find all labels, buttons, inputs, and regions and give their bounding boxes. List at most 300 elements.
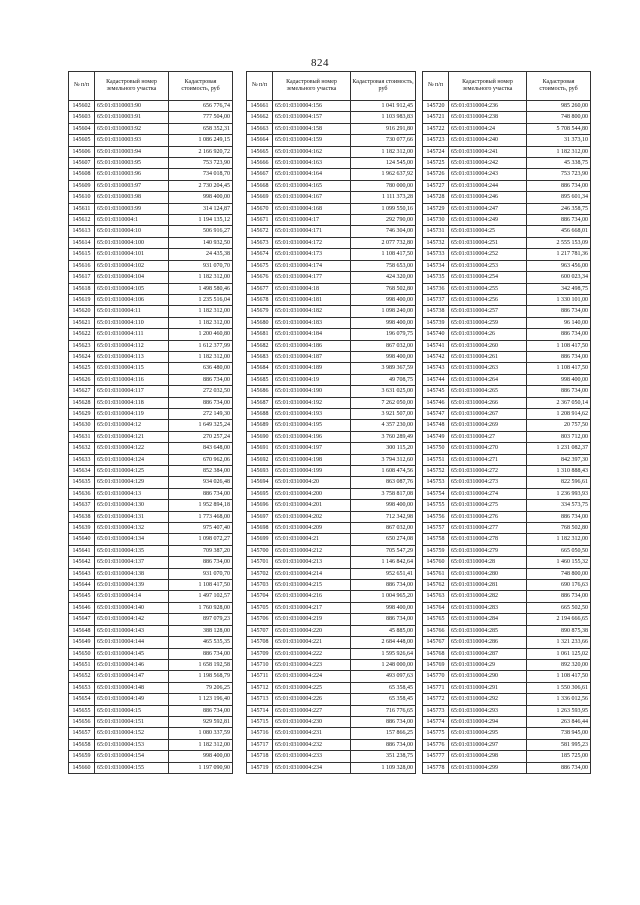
row-number: 145740 — [423, 329, 449, 340]
cadastral-value: 658 352,31 — [169, 123, 233, 134]
cadastral-value: 963 456,00 — [527, 260, 591, 271]
table-row — [69, 215, 233, 226]
cadastral-number: 65:01:0310004:270 — [449, 443, 527, 454]
cadastral-value: 886 734,00 — [351, 614, 416, 625]
table-row — [247, 602, 416, 613]
cadastral-number: 65:01:0310004:198 — [273, 454, 351, 465]
table-row — [423, 602, 591, 613]
cadastral-number: 65:01:0310004:226 — [273, 694, 351, 705]
cadastral-value: 1 108 417,50 — [527, 340, 591, 351]
cadastral-number: 65:01:0310004:298 — [449, 751, 527, 762]
cadastral-value: 1 498 580,46 — [169, 283, 233, 294]
table-row — [423, 351, 591, 362]
cadastral-value: 1 182 312,00 — [527, 534, 591, 545]
row-number: 145719 — [247, 762, 273, 773]
table-row — [247, 488, 416, 499]
cadastral-value: 1 760 928,00 — [169, 602, 233, 613]
cadastral-number: 65:01:0310004:129 — [95, 477, 169, 488]
row-number: 145754 — [423, 488, 449, 499]
row-number: 145733 — [423, 249, 449, 260]
table-row — [247, 408, 416, 419]
table-row — [423, 694, 591, 705]
table-row — [69, 659, 233, 670]
row-number: 145760 — [423, 557, 449, 568]
cadastral-number: 65:01:0310004:286 — [449, 637, 527, 648]
row-number: 145722 — [423, 123, 449, 134]
cadastral-number: 65:01:0310004:238 — [449, 112, 527, 123]
row-number: 145698 — [247, 523, 273, 534]
cadastral-value: 3 989 367,59 — [351, 363, 416, 374]
header-num: № п/п — [69, 72, 95, 101]
cadastral-value: 734 018,70 — [169, 169, 233, 180]
cadastral-number: 65:01:0310004:18 — [273, 283, 351, 294]
table-row — [423, 716, 591, 727]
table-row — [247, 534, 416, 545]
cadastral-value: 886 734,00 — [351, 580, 416, 591]
row-number: 145629 — [69, 408, 95, 419]
table-row — [247, 351, 416, 362]
row-number: 145712 — [247, 682, 273, 693]
row-number: 145701 — [247, 557, 273, 568]
table-row — [69, 283, 233, 294]
table-row — [69, 728, 233, 739]
cadastral-value: 931 070,70 — [169, 260, 233, 271]
cadastral-value: 1 217 781,36 — [527, 249, 591, 260]
table-row — [247, 329, 416, 340]
cadastral-number: 65:01:0310004:219 — [273, 614, 351, 625]
cadastral-value: 334 573,75 — [527, 500, 591, 511]
cadastral-value: 1 658 192,58 — [169, 659, 233, 670]
row-number: 145731 — [423, 226, 449, 237]
row-number: 145744 — [423, 374, 449, 385]
cadastral-number: 65:01:0310004:271 — [449, 454, 527, 465]
cadastral-value: 1 111 373,28 — [351, 192, 416, 203]
cadastral-value: 1 194 135,12 — [169, 215, 233, 226]
row-number: 145602 — [69, 101, 95, 112]
cadastral-value: 2 684 448,00 — [351, 637, 416, 648]
row-number: 145618 — [69, 283, 95, 294]
row-number: 145775 — [423, 728, 449, 739]
table-row — [247, 557, 416, 568]
cadastral-number: 65:01:0310004:265 — [449, 386, 527, 397]
cadastral-value: 1 103 983,83 — [351, 112, 416, 123]
row-number: 145703 — [247, 580, 273, 591]
cadastral-value: 2 555 153,09 — [527, 237, 591, 248]
cadastral-number: 65:01:0310004:156 — [273, 101, 351, 112]
cadastral-number: 65:01:0310004:148 — [95, 682, 169, 693]
cadastral-value: 822 596,61 — [527, 477, 591, 488]
cadastral-value: 753 723,90 — [527, 169, 591, 180]
row-number: 145729 — [423, 203, 449, 214]
table-row — [423, 272, 591, 283]
row-number: 145657 — [69, 728, 95, 739]
cadastral-value: 388 128,00 — [169, 625, 233, 636]
row-number: 145745 — [423, 386, 449, 397]
row-number: 145668 — [247, 180, 273, 191]
cadastral-value: 1 336 012,56 — [527, 694, 591, 705]
row-number: 145770 — [423, 671, 449, 682]
row-number: 145653 — [69, 682, 95, 693]
row-number: 145655 — [69, 705, 95, 716]
cadastral-number: 65:01:0310004:214 — [273, 568, 351, 579]
cadastral-number: 65:01:0310003:98 — [95, 192, 169, 203]
row-number: 145769 — [423, 659, 449, 670]
row-number: 145643 — [69, 568, 95, 579]
cadastral-value: 636 480,00 — [169, 363, 233, 374]
cadastral-number: 65:01:0310004:259 — [449, 317, 527, 328]
row-number: 145688 — [247, 408, 273, 419]
cadastral-value: 342 498,75 — [527, 283, 591, 294]
table-row — [69, 762, 233, 773]
table-row — [247, 101, 416, 112]
table-row — [247, 739, 416, 750]
row-number: 145732 — [423, 237, 449, 248]
row-number: 145706 — [247, 614, 273, 625]
cadastral-number: 65:01:0310004:284 — [449, 614, 527, 625]
row-number: 145610 — [69, 192, 95, 203]
cadastral-number: 65:01:0310003:96 — [95, 169, 169, 180]
table-row — [423, 534, 591, 545]
row-number: 145746 — [423, 397, 449, 408]
table-row — [69, 602, 233, 613]
cadastral-value: 998 400,00 — [351, 500, 416, 511]
table-row — [423, 420, 591, 431]
cadastral-number: 65:01:0310004:142 — [95, 614, 169, 625]
cadastral-number: 65:01:0310004:165 — [273, 180, 351, 191]
cadastral-number: 65:01:0310004:154 — [95, 751, 169, 762]
cadastral-value: 65 358,45 — [351, 694, 416, 705]
table-row — [423, 557, 591, 568]
table-row — [69, 351, 233, 362]
row-number: 145656 — [69, 716, 95, 727]
cadastral-number: 65:01:0310004:146 — [95, 659, 169, 670]
cadastral-number: 65:01:0310004:110 — [95, 317, 169, 328]
cadastral-number: 65:01:0310004:112 — [95, 340, 169, 351]
cadastral-number: 65:01:0310004:1 — [95, 215, 169, 226]
table-row — [247, 694, 416, 705]
cadastral-number: 65:01:0310004:151 — [95, 716, 169, 727]
cadastral-number: 65:01:0310004:105 — [95, 283, 169, 294]
cadastral-value: 895 601,34 — [527, 192, 591, 203]
table-row — [423, 397, 591, 408]
cadastral-number: 65:01:0310004:231 — [273, 728, 351, 739]
cadastral-number: 65:01:0310004:253 — [449, 260, 527, 271]
row-number: 145672 — [247, 226, 273, 237]
cadastral-value: 886 734,00 — [169, 705, 233, 716]
row-number: 145649 — [69, 637, 95, 648]
table-row — [423, 568, 591, 579]
row-number: 145721 — [423, 112, 449, 123]
row-number: 145738 — [423, 306, 449, 317]
cadastral-number: 65:01:0310004:212 — [273, 545, 351, 556]
table-row — [69, 408, 233, 419]
cadastral-number: 65:01:0310004:279 — [449, 545, 527, 556]
cadastral-value: 1 098 072,27 — [169, 534, 233, 545]
cadastral-number: 65:01:0310004:220 — [273, 625, 351, 636]
row-number: 145753 — [423, 477, 449, 488]
table-row — [69, 488, 233, 499]
row-number: 145689 — [247, 420, 273, 431]
cadastral-number: 65:01:0310003:99 — [95, 203, 169, 214]
table-row — [247, 397, 416, 408]
table-row — [247, 568, 416, 579]
cadastral-value: 753 723,90 — [169, 158, 233, 169]
cadastral-number: 65:01:0310004:139 — [95, 580, 169, 591]
cadastral-number: 65:01:0310004:190 — [273, 386, 351, 397]
table-row — [423, 671, 591, 682]
cadastral-value: 1 108 417,50 — [527, 363, 591, 374]
row-number: 145671 — [247, 215, 273, 226]
cadastral-number: 65:01:0310004:260 — [449, 340, 527, 351]
cadastral-number: 65:01:0310004:14 — [95, 591, 169, 602]
cadastral-number: 65:01:0310004:293 — [449, 705, 527, 716]
row-number: 145628 — [69, 397, 95, 408]
table-row — [69, 272, 233, 283]
row-number: 145678 — [247, 294, 273, 305]
table-row — [423, 751, 591, 762]
cadastral-value: 1 235 516,04 — [169, 294, 233, 305]
cadastral-value: 31 373,10 — [527, 135, 591, 146]
row-number: 145690 — [247, 431, 273, 442]
cadastral-value: 867 032,00 — [351, 523, 416, 534]
table-row — [423, 340, 591, 351]
cadastral-value: 49 708,75 — [351, 374, 416, 385]
row-number: 145777 — [423, 751, 449, 762]
table-row — [69, 180, 233, 191]
cadastral-number: 65:01:0310004:134 — [95, 534, 169, 545]
cadastral-number: 65:01:0310004:121 — [95, 431, 169, 442]
cadastral-value: 1 123 196,40 — [169, 694, 233, 705]
row-number: 145611 — [69, 203, 95, 214]
cadastral-number: 65:01:0310004:275 — [449, 500, 527, 511]
row-number: 145708 — [247, 637, 273, 648]
row-number: 145624 — [69, 351, 95, 362]
row-number: 145700 — [247, 545, 273, 556]
row-number: 145711 — [247, 671, 273, 682]
cadastral-value: 998 400,00 — [169, 192, 233, 203]
table-row — [247, 637, 416, 648]
table-row — [423, 580, 591, 591]
table-row — [69, 203, 233, 214]
cadastral-value: 2 194 666,65 — [527, 614, 591, 625]
table-row — [423, 614, 591, 625]
row-number: 145737 — [423, 294, 449, 305]
row-number: 145642 — [69, 557, 95, 568]
cadastral-number: 65:01:0310004:192 — [273, 397, 351, 408]
cadastral-number: 65:01:0310004:267 — [449, 408, 527, 419]
table-row — [247, 454, 416, 465]
row-number: 145637 — [69, 500, 95, 511]
table-row — [423, 146, 591, 157]
cadastral-value: 886 734,00 — [169, 557, 233, 568]
cadastral-number: 65:01:0310004:140 — [95, 602, 169, 613]
table-row — [423, 625, 591, 636]
cadastral-value: 3 760 289,49 — [351, 431, 416, 442]
table-row — [247, 420, 416, 431]
row-number: 145691 — [247, 443, 273, 454]
cadastral-value: 1 200 460,80 — [169, 329, 233, 340]
cadastral-value: 998 400,00 — [351, 317, 416, 328]
cadastral-value: 929 592,81 — [169, 716, 233, 727]
row-number: 145748 — [423, 420, 449, 431]
cadastral-value: 1 310 888,43 — [527, 466, 591, 477]
cadastral-number: 65:01:0310004:232 — [273, 739, 351, 750]
row-number: 145747 — [423, 408, 449, 419]
cadastral-value: 1 649 325,24 — [169, 420, 233, 431]
cadastral-value: 886 734,00 — [351, 716, 416, 727]
cadastral-value: 3 758 817,08 — [351, 488, 416, 499]
cadastral-value: 748 800,00 — [527, 112, 591, 123]
cadastral-number: 65:01:0310004:217 — [273, 602, 351, 613]
table-row — [423, 329, 591, 340]
row-number: 145742 — [423, 351, 449, 362]
table-row — [247, 682, 416, 693]
cadastral-number: 65:01:0310004:27 — [449, 431, 527, 442]
row-number: 145713 — [247, 694, 273, 705]
table-row — [423, 488, 591, 499]
cadastral-number: 65:01:0310004:167 — [273, 192, 351, 203]
row-number: 145646 — [69, 602, 95, 613]
row-number: 145625 — [69, 363, 95, 374]
table-row — [247, 625, 416, 636]
cadastral-number: 65:01:0310004:111 — [95, 329, 169, 340]
table-row — [247, 591, 416, 602]
row-number: 145675 — [247, 260, 273, 271]
row-number: 145614 — [69, 237, 95, 248]
table-row — [69, 534, 233, 545]
table-row — [69, 317, 233, 328]
table-row — [423, 306, 591, 317]
table-row — [69, 637, 233, 648]
cadastral-number: 65:01:0310004:227 — [273, 705, 351, 716]
cadastral-number: 65:01:0310004:187 — [273, 351, 351, 362]
row-number: 145613 — [69, 226, 95, 237]
table-row — [423, 659, 591, 670]
table-row — [69, 751, 233, 762]
cadastral-number: 65:01:0310004:122 — [95, 443, 169, 454]
cadastral-number: 65:01:0310004:130 — [95, 500, 169, 511]
table-row — [247, 466, 416, 477]
cadastral-number: 65:01:0310004:247 — [449, 203, 527, 214]
cadastral-number: 65:01:0310004:183 — [273, 317, 351, 328]
cadastral-value: 1 041 912,45 — [351, 101, 416, 112]
table-row — [247, 614, 416, 625]
row-number: 145715 — [247, 716, 273, 727]
row-number: 145612 — [69, 215, 95, 226]
row-number: 145707 — [247, 625, 273, 636]
cadastral-value: 1 231 082,37 — [527, 443, 591, 454]
cadastral-value: 2 730 204,45 — [169, 180, 233, 191]
row-number: 145669 — [247, 192, 273, 203]
cadastral-value: 886 734,00 — [527, 329, 591, 340]
table-row — [423, 169, 591, 180]
cadastral-number: 65:01:0310004:241 — [449, 146, 527, 157]
cadastral-number: 65:01:0310004:145 — [95, 648, 169, 659]
cadastral-number: 65:01:0310004:159 — [273, 135, 351, 146]
cadastral-number: 65:01:0310004:171 — [273, 226, 351, 237]
row-number: 145766 — [423, 625, 449, 636]
cadastral-number: 65:01:0310003:97 — [95, 180, 169, 191]
table-row — [423, 283, 591, 294]
row-number: 145630 — [69, 420, 95, 431]
row-number: 145697 — [247, 511, 273, 522]
cadastral-number: 65:01:0310004:196 — [273, 431, 351, 442]
row-number: 145736 — [423, 283, 449, 294]
table-row — [247, 294, 416, 305]
table-row — [69, 694, 233, 705]
cadastral-value: 1 108 417,50 — [527, 671, 591, 682]
table-row — [69, 614, 233, 625]
row-number: 145693 — [247, 466, 273, 477]
table-row — [423, 294, 591, 305]
cadastral-value: 5 708 544,80 — [527, 123, 591, 134]
row-number: 145683 — [247, 351, 273, 362]
cadastral-value: 600 023,34 — [527, 272, 591, 283]
cadastral-number: 65:01:0310003:94 — [95, 146, 169, 157]
table-row — [423, 762, 591, 773]
cadastral-number: 65:01:0310004:186 — [273, 340, 351, 351]
cadastral-value: 3 631 025,00 — [351, 386, 416, 397]
cadastral-value: 1 595 926,64 — [351, 648, 416, 659]
table-row — [423, 454, 591, 465]
table-row — [423, 123, 591, 134]
table-row — [247, 283, 416, 294]
cadastral-value: 886 734,00 — [351, 739, 416, 750]
cadastral-value: 998 400,00 — [351, 351, 416, 362]
table-row — [69, 420, 233, 431]
cadastral-value: 1 098 240,00 — [351, 306, 416, 317]
cadastral-number: 65:01:0310004:157 — [273, 112, 351, 123]
table-row — [247, 523, 416, 534]
row-number: 145778 — [423, 762, 449, 773]
cadastral-value: 1 236 993,93 — [527, 488, 591, 499]
table-row — [247, 580, 416, 591]
table-row — [69, 249, 233, 260]
row-number: 145684 — [247, 363, 273, 374]
cadastral-number: 65:01:0310004:249 — [449, 215, 527, 226]
row-number: 145639 — [69, 523, 95, 534]
table-row — [247, 762, 416, 773]
cadastral-value: 124 545,00 — [351, 158, 416, 169]
table-row — [69, 568, 233, 579]
row-number: 145757 — [423, 523, 449, 534]
cadastral-number: 65:01:0310004:28 — [449, 557, 527, 568]
row-number: 145636 — [69, 488, 95, 499]
row-number: 145710 — [247, 659, 273, 670]
table-row — [247, 306, 416, 317]
cadastral-number: 65:01:0310004:118 — [95, 397, 169, 408]
table-row — [423, 591, 591, 602]
cadastral-number: 65:01:0310004:115 — [95, 363, 169, 374]
table-row — [69, 580, 233, 591]
cadastral-number: 65:01:0310004:149 — [95, 694, 169, 705]
row-number: 145670 — [247, 203, 273, 214]
table-row — [247, 272, 416, 283]
table-row — [423, 511, 591, 522]
row-number: 145694 — [247, 477, 273, 488]
row-number: 145620 — [69, 306, 95, 317]
cadastral-value: 1 330 101,00 — [527, 294, 591, 305]
table-row — [423, 180, 591, 191]
cadastral-number: 65:01:0310004:125 — [95, 466, 169, 477]
cadastral-value: 1 086 249,15 — [169, 135, 233, 146]
table-row — [247, 123, 416, 134]
table-row — [423, 443, 591, 454]
row-number: 145739 — [423, 317, 449, 328]
cadastral-number: 65:01:0310004:224 — [273, 671, 351, 682]
cadastral-value: 1 108 417,50 — [351, 249, 416, 260]
cadastral-number: 65:01:0310004:24 — [449, 123, 527, 134]
